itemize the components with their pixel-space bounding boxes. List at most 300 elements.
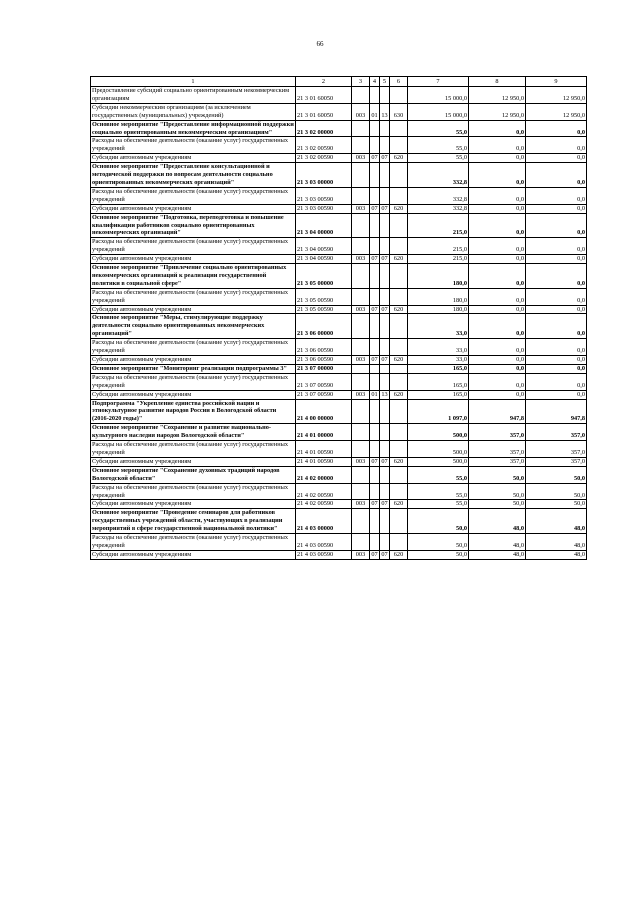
row-section-cell — [370, 120, 380, 137]
row-expense-type-cell — [390, 137, 408, 154]
row-grbs-cell — [352, 364, 370, 373]
row-grbs-cell: 003 — [352, 356, 370, 365]
row-expense-type-cell — [390, 399, 408, 424]
row-name-cell: Основное мероприятие "Привлечение социально ориентированных некоммерческих организаций к реализации государственной политики в социальной сфере" — [91, 264, 296, 289]
row-amount-2020-cell: 947,8 — [526, 399, 587, 424]
row-amount-2019-cell: 357,0 — [469, 424, 526, 441]
row-amount-2019-cell: 48,0 — [469, 509, 526, 534]
row-name-cell: Основное мероприятие "Меры, стимулирующие поддержку деятельности социально ориентированных некоммерческих организаций" — [91, 314, 296, 339]
row-subsection-cell: 13 — [381, 390, 388, 398]
table-body — [91, 77, 587, 560]
row-expense-type-cell: 620 — [390, 204, 408, 213]
table-row — [91, 399, 587, 424]
table-row — [91, 424, 587, 441]
row-section-cell: 01 — [370, 103, 380, 120]
row-amount-2018-cell: 332,8 — [408, 163, 469, 188]
row-amount-2018-cell: 55,0 — [408, 120, 469, 137]
row-grbs-cell: 003 — [352, 550, 370, 559]
row-grbs-cell — [352, 187, 370, 204]
row-amount-2020-cell: 0,0 — [526, 288, 587, 305]
row-code-cell: 21 3 04 00000 — [296, 213, 352, 238]
row-section-cell — [370, 373, 380, 390]
row-code-cell: 21 3 04 00590 — [296, 255, 352, 264]
row-subsection-cell — [380, 264, 390, 289]
row-name-cell: Основное мероприятие "Предоставление консультационной и методической поддержки по вопросам деятельности социально ориентированных некоммерческих организаций" — [91, 163, 296, 188]
row-section-cell — [370, 163, 380, 188]
row-code-cell: 21 3 02 00000 — [296, 120, 352, 137]
header-cell: 3 — [352, 77, 370, 87]
table-row — [91, 534, 587, 551]
table-row — [91, 390, 587, 399]
row-name-cell: Расходы на обеспечение деятельности (оказание услуг) государственных учреждений — [91, 288, 296, 305]
row-grbs-cell — [352, 120, 370, 137]
row-expense-type-cell: 620 — [390, 457, 408, 466]
row-section-cell: 07 — [371, 457, 378, 465]
row-amount-2020-cell: 0,0 — [526, 339, 587, 356]
row-section-cell — [370, 466, 380, 483]
row-subsection-cell — [380, 213, 390, 238]
row-amount-2020-cell: 0,0 — [526, 213, 587, 238]
table-row — [91, 483, 587, 500]
table-row — [91, 255, 587, 264]
budget-table — [90, 76, 587, 560]
row-amount-2020-cell: 0,0 — [526, 154, 587, 163]
row-amount-2018-cell: 55,0 — [408, 483, 469, 500]
row-subsection-cell — [380, 534, 390, 551]
row-grbs-cell — [352, 373, 370, 390]
row-code-cell: 21 3 04 00590 — [296, 238, 352, 255]
row-grbs-cell — [352, 441, 370, 458]
row-section-cell — [370, 534, 380, 551]
row-amount-2018-cell: 332,8 — [408, 187, 469, 204]
row-amount-2020-cell: 0,0 — [526, 373, 587, 390]
row-name-cell: Основное мероприятие "Сохранение и развитие национально-культурного наследия народов Вологодской области" — [91, 424, 296, 441]
row-amount-2020-cell: 0,0 — [526, 390, 587, 399]
row-expense-type-cell — [390, 288, 408, 305]
table-row — [91, 509, 587, 534]
row-section-cell: 07 — [371, 255, 378, 263]
row-name-cell: Расходы на обеспечение деятельности (оказание услуг) государственных учреждений — [91, 187, 296, 204]
row-amount-2020-cell: 0,0 — [526, 364, 587, 373]
row-subsection-cell — [380, 509, 390, 534]
row-subsection-cell — [380, 163, 390, 188]
row-subsection-cell — [380, 187, 390, 204]
header-cell: 9 — [526, 77, 587, 87]
row-grbs-cell: 003 — [352, 390, 370, 399]
table-row — [91, 550, 587, 559]
row-code-cell: 21 4 02 00590 — [296, 483, 352, 500]
row-section-cell — [370, 238, 380, 255]
row-expense-type-cell: 620 — [390, 255, 408, 264]
row-name-cell: Субсидии некоммерческим организациям (за исключением государственных (муниципальных) учреждений) — [91, 103, 296, 120]
row-section-cell — [370, 314, 380, 339]
row-section-cell: 07 — [371, 305, 378, 313]
row-grbs-cell — [352, 163, 370, 188]
row-amount-2019-cell: 0,0 — [469, 238, 526, 255]
row-subsection-cell — [380, 364, 390, 373]
row-amount-2018-cell: 180,0 — [408, 305, 469, 314]
row-grbs-cell — [352, 509, 370, 534]
row-section-cell: 01 — [371, 390, 378, 398]
row-amount-2019-cell: 0,0 — [469, 314, 526, 339]
header-cell: 6 — [390, 77, 408, 87]
row-code-cell: 21 3 03 00000 — [296, 163, 352, 188]
row-grbs-cell — [352, 424, 370, 441]
row-section-cell — [370, 264, 380, 289]
row-amount-2019-cell: 50,0 — [469, 500, 526, 509]
row-code-cell: 21 3 06 00590 — [296, 356, 352, 365]
row-expense-type-cell — [390, 424, 408, 441]
row-amount-2019-cell: 357,0 — [469, 457, 526, 466]
row-code-cell: 21 4 01 00000 — [296, 424, 352, 441]
row-expense-type-cell — [390, 213, 408, 238]
row-code-cell: 21 3 07 00000 — [296, 364, 352, 373]
row-name-cell: Субсидии автономным учреждениям — [91, 500, 296, 509]
row-code-cell: 21 3 05 00000 — [296, 264, 352, 289]
row-section-cell — [370, 364, 380, 373]
row-code-cell: 21 3 03 00590 — [296, 187, 352, 204]
row-name-cell: Расходы на обеспечение деятельности (оказание услуг) государственных учреждений — [91, 534, 296, 551]
row-expense-type-cell — [390, 187, 408, 204]
row-amount-2020-cell: 12 950,0 — [526, 103, 587, 120]
row-amount-2019-cell: 0,0 — [469, 264, 526, 289]
row-subsection-cell — [380, 137, 390, 154]
header-cell: 5 — [380, 77, 390, 87]
row-grbs-cell: 003 — [352, 255, 370, 264]
row-grbs-cell — [352, 466, 370, 483]
header-cell: 8 — [469, 77, 526, 87]
row-amount-2019-cell: 0,0 — [469, 356, 526, 365]
table-row — [91, 500, 587, 509]
row-amount-2019-cell: 0,0 — [469, 187, 526, 204]
row-expense-type-cell: 620 — [390, 356, 408, 365]
row-expense-type-cell — [390, 264, 408, 289]
row-subsection-cell: 07 — [381, 255, 388, 263]
table-row — [91, 314, 587, 339]
row-name-cell: Расходы на обеспечение деятельности (оказание услуг) государственных учреждений — [91, 238, 296, 255]
row-amount-2019-cell: 0,0 — [469, 154, 526, 163]
row-amount-2019-cell: 50,0 — [469, 466, 526, 483]
row-section-cell — [370, 213, 380, 238]
row-grbs-cell — [352, 288, 370, 305]
row-grbs-cell: 003 — [352, 154, 370, 163]
row-amount-2020-cell: 0,0 — [526, 187, 587, 204]
row-amount-2018-cell: 500,0 — [408, 424, 469, 441]
row-amount-2020-cell: 0,0 — [526, 204, 587, 213]
row-amount-2018-cell: 165,0 — [408, 364, 469, 373]
row-amount-2018-cell: 15 000,0 — [408, 103, 469, 120]
row-amount-2020-cell: 48,0 — [526, 550, 587, 559]
row-amount-2018-cell: 165,0 — [408, 390, 469, 399]
row-code-cell: 21 4 00 00000 — [296, 399, 352, 424]
table-row — [91, 305, 587, 314]
row-subsection-cell — [380, 483, 390, 500]
row-subsection-cell — [380, 238, 390, 255]
header-cell: 2 — [296, 77, 352, 87]
row-amount-2019-cell: 0,0 — [469, 288, 526, 305]
header-cell: 1 — [91, 77, 296, 87]
row-subsection-cell: 07 — [381, 550, 388, 558]
row-code-cell: 21 3 02 00590 — [296, 137, 352, 154]
row-code-cell: 21 3 05 00590 — [296, 305, 352, 314]
row-code-cell: 21 4 02 00590 — [296, 500, 352, 509]
row-amount-2020-cell: 0,0 — [526, 137, 587, 154]
row-amount-2019-cell: 12 950,0 — [469, 103, 526, 120]
row-amount-2018-cell: 1 097,0 — [408, 399, 469, 424]
row-section-cell — [370, 483, 380, 500]
header-cell: 4 — [370, 77, 380, 87]
row-amount-2018-cell: 33,0 — [408, 339, 469, 356]
row-code-cell: 21 3 02 00590 — [296, 154, 352, 163]
row-amount-2019-cell: 48,0 — [469, 550, 526, 559]
row-amount-2018-cell: 500,0 — [408, 441, 469, 458]
row-amount-2018-cell: 55,0 — [408, 154, 469, 163]
row-amount-2020-cell: 48,0 — [526, 534, 587, 551]
row-amount-2020-cell: 50,0 — [526, 466, 587, 483]
row-expense-type-cell: 620 — [390, 500, 408, 509]
row-amount-2018-cell: 215,0 — [408, 213, 469, 238]
row-name-cell: Расходы на обеспечение деятельности (оказание услуг) государственных учреждений — [91, 373, 296, 390]
row-subsection-cell — [380, 288, 390, 305]
row-amount-2020-cell: 357,0 — [526, 424, 587, 441]
row-amount-2019-cell: 0,0 — [469, 204, 526, 213]
row-name-cell: Субсидии автономным учреждениям — [91, 154, 296, 163]
row-expense-type-cell: 620 — [390, 305, 408, 314]
row-name-cell: Подпрограмма "Укрепление единства российской нации и этнокультурное развитие народов России в Вологодской области (2016-2020 годы)" — [91, 399, 296, 424]
row-amount-2018-cell: 33,0 — [408, 314, 469, 339]
row-section-cell — [370, 87, 380, 104]
row-code-cell: 21 4 03 00000 — [296, 509, 352, 534]
row-section-cell: 07 — [371, 154, 378, 162]
row-amount-2018-cell: 33,0 — [408, 356, 469, 365]
row-amount-2020-cell: 50,0 — [526, 483, 587, 500]
page-number: 66 — [316, 40, 324, 48]
row-amount-2019-cell: 0,0 — [469, 390, 526, 399]
row-amount-2020-cell: 0,0 — [526, 305, 587, 314]
row-section-cell — [370, 399, 380, 424]
row-section-cell — [370, 441, 380, 458]
row-grbs-cell: 003 — [352, 500, 370, 509]
row-amount-2019-cell: 12 950,0 — [469, 87, 526, 104]
row-amount-2019-cell: 357,0 — [469, 441, 526, 458]
row-subsection-cell — [380, 441, 390, 458]
row-subsection-cell: 07 — [381, 457, 388, 465]
row-amount-2019-cell: 50,0 — [469, 483, 526, 500]
row-amount-2018-cell: 165,0 — [408, 373, 469, 390]
row-section-cell — [370, 288, 380, 305]
row-code-cell: 21 3 06 00590 — [296, 339, 352, 356]
row-code-cell: 21 3 07 00590 — [296, 390, 352, 399]
table-row — [91, 120, 587, 137]
table-row — [91, 187, 587, 204]
row-expense-type-cell: 620 — [390, 550, 408, 559]
row-amount-2020-cell: 357,0 — [526, 441, 587, 458]
row-expense-type-cell: 630 — [390, 103, 408, 120]
row-name-cell: Субсидии автономным учреждениям — [91, 305, 296, 314]
row-code-cell: 21 3 06 00000 — [296, 314, 352, 339]
row-amount-2019-cell: 0,0 — [469, 339, 526, 356]
row-code-cell: 21 3 01 60050 — [296, 87, 352, 104]
row-expense-type-cell: 620 — [390, 154, 408, 163]
row-grbs-cell — [352, 534, 370, 551]
row-amount-2018-cell: 500,0 — [408, 457, 469, 466]
row-amount-2018-cell: 15 000,0 — [408, 87, 469, 104]
row-code-cell: 21 4 03 00590 — [296, 534, 352, 551]
table-row — [91, 137, 587, 154]
row-section-cell — [370, 509, 380, 534]
table-row — [91, 457, 587, 466]
row-grbs-cell: 003 — [352, 305, 370, 314]
table-row — [91, 373, 587, 390]
row-grbs-cell — [352, 399, 370, 424]
row-name-cell: Основное мероприятие "Сохранение духовных традиций народов Вологодской области" — [91, 466, 296, 483]
row-name-cell: Расходы на обеспечение деятельности (оказание услуг) государственных учреждений — [91, 441, 296, 458]
row-name-cell: Предоставление субсидий социально ориентированным некоммерческим организациям — [91, 87, 296, 104]
row-section-cell — [370, 187, 380, 204]
row-name-cell: Расходы на обеспечение деятельности (оказание услуг) государственных учреждений — [91, 137, 296, 154]
row-section-cell: 07 — [371, 356, 378, 363]
row-expense-type-cell — [390, 509, 408, 534]
row-expense-type-cell — [390, 534, 408, 551]
row-subsection-cell — [380, 87, 390, 104]
row-name-cell: Субсидии автономным учреждениям — [91, 255, 296, 264]
row-name-cell: Расходы на обеспечение деятельности (оказание услуг) государственных учреждений — [91, 339, 296, 356]
table-row — [91, 238, 587, 255]
row-amount-2018-cell: 180,0 — [408, 288, 469, 305]
row-code-cell: 21 4 01 00590 — [296, 441, 352, 458]
row-amount-2019-cell: 0,0 — [469, 305, 526, 314]
row-subsection-cell: 07 — [381, 204, 388, 212]
table-row — [91, 204, 587, 213]
row-subsection-cell: 07 — [381, 305, 388, 313]
row-code-cell: 21 4 03 00590 — [296, 550, 352, 559]
table-row — [91, 154, 587, 163]
row-amount-2020-cell: 357,0 — [526, 457, 587, 466]
row-amount-2020-cell: 48,0 — [526, 509, 587, 534]
row-expense-type-cell — [390, 466, 408, 483]
row-code-cell: 21 4 01 00590 — [296, 457, 352, 466]
row-amount-2018-cell: 55,0 — [408, 500, 469, 509]
row-expense-type-cell — [390, 483, 408, 500]
row-amount-2019-cell: 0,0 — [469, 255, 526, 264]
row-grbs-cell: 003 — [352, 457, 370, 466]
row-grbs-cell — [352, 483, 370, 500]
row-expense-type-cell — [390, 314, 408, 339]
row-amount-2020-cell: 0,0 — [526, 238, 587, 255]
row-amount-2019-cell: 48,0 — [469, 534, 526, 551]
row-amount-2019-cell: 0,0 — [469, 364, 526, 373]
header-cell: 7 — [408, 77, 469, 87]
row-grbs-cell — [352, 339, 370, 356]
row-code-cell: 21 4 02 00000 — [296, 466, 352, 483]
row-amount-2020-cell: 0,0 — [526, 356, 587, 365]
row-expense-type-cell — [390, 339, 408, 356]
row-expense-type-cell — [390, 87, 408, 104]
row-subsection-cell — [380, 120, 390, 137]
row-expense-type-cell — [390, 373, 408, 390]
row-amount-2019-cell: 0,0 — [469, 137, 526, 154]
row-subsection-cell — [380, 339, 390, 356]
row-amount-2019-cell: 0,0 — [469, 163, 526, 188]
row-subsection-cell — [380, 314, 390, 339]
table-row — [91, 356, 587, 365]
row-name-cell: Субсидии автономным учреждениям — [91, 390, 296, 399]
row-code-cell: 21 3 05 00590 — [296, 288, 352, 305]
row-amount-2020-cell: 50,0 — [526, 500, 587, 509]
table-row — [91, 364, 587, 373]
table-header-row — [91, 77, 587, 87]
row-expense-type-cell — [390, 120, 408, 137]
row-amount-2020-cell: 0,0 — [526, 255, 587, 264]
row-subsection-cell — [380, 373, 390, 390]
table-row — [91, 163, 587, 188]
row-name-cell: Субсидии автономным учреждениям — [91, 204, 296, 213]
table-row — [91, 264, 587, 289]
row-section-cell — [370, 339, 380, 356]
row-amount-2020-cell: 0,0 — [526, 163, 587, 188]
row-amount-2018-cell: 55,0 — [408, 137, 469, 154]
row-name-cell: Субсидии автономным учреждениям — [91, 550, 296, 559]
row-grbs-cell — [352, 314, 370, 339]
row-subsection-cell: 07 — [381, 154, 388, 162]
row-amount-2020-cell: 0,0 — [526, 314, 587, 339]
row-subsection-cell — [380, 466, 390, 483]
row-name-cell: Основное мероприятие "Проведение семинаров для работников государственных учреждений области, участвующих в реализации мероприятий в сфере государственной национальной политики" — [91, 509, 296, 534]
row-subsection-cell: 13 — [380, 103, 390, 120]
row-grbs-cell — [352, 238, 370, 255]
row-name-cell: Субсидии автономным учреждениям — [91, 356, 296, 365]
row-expense-type-cell — [390, 441, 408, 458]
row-section-cell: 07 — [371, 204, 378, 212]
row-section-cell: 07 — [371, 550, 378, 558]
row-expense-type-cell — [390, 364, 408, 373]
row-section-cell — [370, 137, 380, 154]
row-amount-2018-cell: 55,0 — [408, 466, 469, 483]
row-name-cell: Основное мероприятие "Мониторинг реализации подпрограммы 3" — [91, 364, 296, 373]
row-amount-2018-cell: 332,8 — [408, 204, 469, 213]
table-row — [91, 441, 587, 458]
row-amount-2020-cell: 12 950,0 — [526, 87, 587, 104]
row-expense-type-cell: 620 — [390, 390, 408, 399]
row-amount-2019-cell: 0,0 — [469, 373, 526, 390]
row-name-cell: Основное мероприятие "Подготовка, переподготовка и повышение квалификации работников социально ориентированных некоммерческих организаций" — [91, 213, 296, 238]
row-grbs-cell: 003 — [352, 204, 370, 213]
row-amount-2019-cell: 947,8 — [469, 399, 526, 424]
row-subsection-cell — [380, 399, 390, 424]
row-code-cell: 21 3 07 00590 — [296, 373, 352, 390]
row-amount-2018-cell: 180,0 — [408, 264, 469, 289]
table-row — [91, 103, 587, 120]
row-amount-2018-cell: 50,0 — [408, 509, 469, 534]
row-expense-type-cell — [390, 163, 408, 188]
row-amount-2020-cell: 0,0 — [526, 120, 587, 137]
row-code-cell: 21 3 03 00590 — [296, 204, 352, 213]
table-row — [91, 213, 587, 238]
table-row — [91, 466, 587, 483]
row-amount-2018-cell: 50,0 — [408, 534, 469, 551]
row-grbs-cell — [352, 87, 370, 104]
row-amount-2018-cell: 215,0 — [408, 238, 469, 255]
row-name-cell: Расходы на обеспечение деятельности (оказание услуг) государственных учреждений — [91, 483, 296, 500]
row-grbs-cell — [352, 137, 370, 154]
row-code-cell: 21 3 01 60050 — [296, 103, 352, 120]
row-amount-2020-cell: 0,0 — [526, 264, 587, 289]
row-section-cell — [370, 424, 380, 441]
row-grbs-cell: 003 — [352, 103, 370, 120]
row-name-cell: Субсидии автономным учреждениям — [91, 457, 296, 466]
row-grbs-cell — [352, 213, 370, 238]
row-name-cell: Основное мероприятие "Предоставление информационной поддержки социально ориентированным некоммерческим организациям" — [92, 120, 294, 136]
